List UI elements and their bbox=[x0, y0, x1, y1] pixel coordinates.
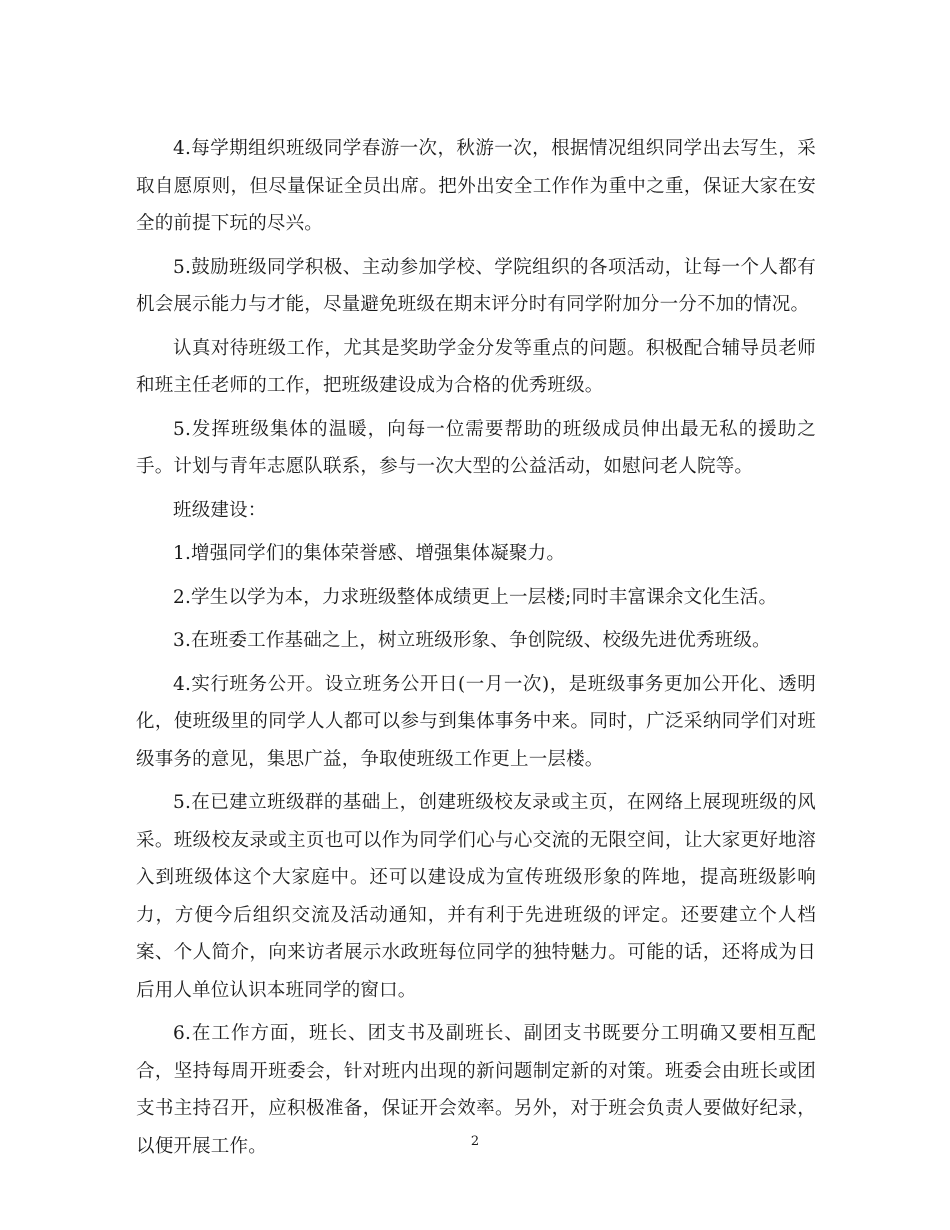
paragraph-scholarship-work: 认真对待班级工作，尤其是奖助学金分发等重点的问题。积极配合辅导员老师和班主任老师的工作，把班级建设成为合格的优秀班级。 bbox=[136, 337, 816, 396]
paragraph-spring-autumn-outing: 4.每学期组织班级同学春游一次，秋游一次，根据情况组织同学出去写生，采取自愿原则，但尽量保证全员出席。把外出安全工作作为重中之重，保证大家在安全的前提下玩的尽兴。 bbox=[136, 138, 816, 234]
paragraph-study-first: 2.学生以学为本，力求班级整体成绩更上一层楼;同时丰富课余文化生活。 bbox=[173, 586, 778, 608]
paragraph-class-image: 3.在班委工作基础之上，树立班级形象、争创院级、校级先进优秀班级。 bbox=[173, 630, 771, 651]
page-number: 2 bbox=[470, 1134, 480, 1149]
paragraph-division-of-work: 6.在工作方面，班长、团支书及副班长、副团支书既要分工明确又要相互配合，坚持每周开班委会，针对班内出现的新问题制定新的对策。班委会由班长或团支书主持召开，应积极准备，保证开会效率。另外，对于班会负责人要做好纪录，以便开展工作。 bbox=[136, 1023, 816, 1157]
paragraph-open-affairs: 4.实行班务公开。设立班务公开日(一月一次)，是班级事务更加公开化、透明化，使班级里的同学人人都可以参与到集体事务中来。同时，广泛采纳同学们对班级事务的意见，集思广益，争取使班级工作更上一层楼。 bbox=[136, 673, 816, 770]
paragraph-collective-honor: 1.增强同学们的集体荣誉感、增强集体凝聚力。 bbox=[173, 543, 566, 564]
paragraph-class-building-heading: 班级建设： bbox=[173, 499, 267, 521]
paragraph-encourage-activities: 5.鼓励班级同学积极、主动参加学校、学院组织的各项活动，让每一个人都有机会展示能力与才能，尽量避免班级在期末评分时有同学附加分一分不加的情况。 bbox=[136, 256, 816, 315]
paragraph-collective-warmth: 5.发挥班级集体的温暖，向每一位需要帮助的班级成员伸出最无私的援助之手。计划与青年志愿队联系，参与一次大型的公益活动，如慰问老人院等。 bbox=[136, 418, 816, 477]
document-body bbox=[136, 130, 816, 1171]
paragraph-class-homepage: 5.在已建立班级群的基础上，创建班级校友录或主页，在网络上展现班级的风采。班级校友录或主页也可以作为同学们心与心交流的无限空间，让大家更好地溶入到班级体这个大家庭中。还可以建设成为宣传班级形象的阵地，提高班级影响力，方便今后组织交流及活动通知，并有利于先进班级的评定。还要建立个人档案、个人简介，向来访者展示水政班每位同学的独特魅力。可能的话，还将成为日后用人单位认识本班同学的窗口。 bbox=[136, 792, 816, 1001]
